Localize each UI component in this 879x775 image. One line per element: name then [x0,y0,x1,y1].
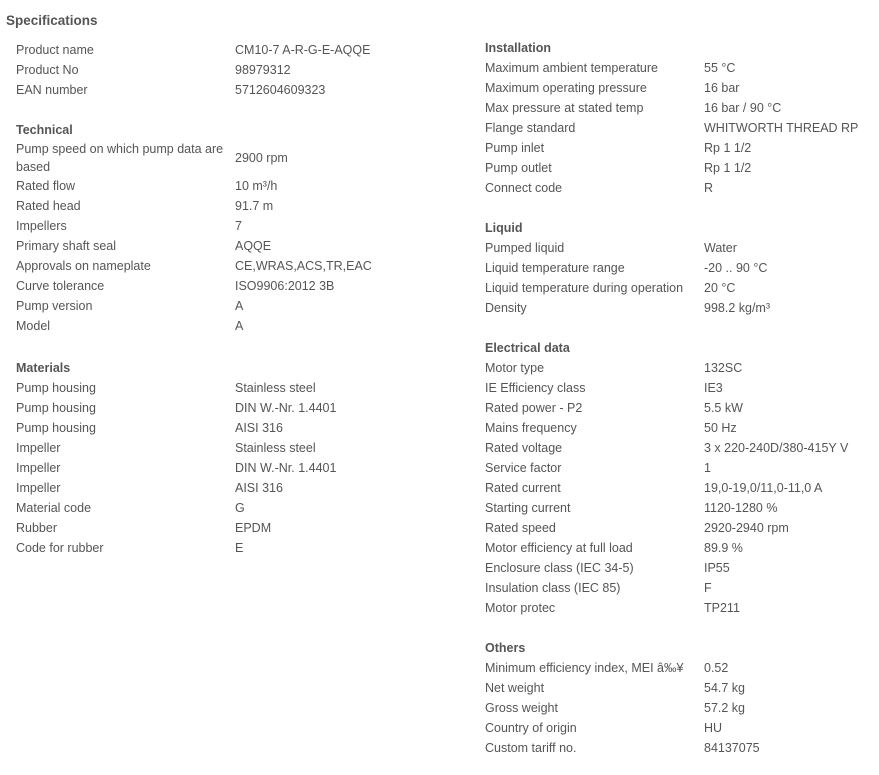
spec-label: Pump version [16,299,93,313]
spec-row [485,658,760,678]
spec-label: Pump housing [16,421,96,435]
spec-label: Approvals on nameplate [16,259,151,273]
spec-label: Impellers [16,219,67,233]
section-heading: Liquid [485,221,523,235]
spec-value: 20 °C [704,281,736,295]
spec-row [485,178,858,198]
spec-value: R [704,181,714,195]
spec-row [485,718,760,738]
spec-label: Service factor [485,461,562,475]
spec-row [16,140,372,176]
spec-label: Flange standard [485,121,576,135]
spec-row [16,458,336,478]
spec-label: Minimum efficiency index, MEI â‰¥ [485,661,684,675]
spec-row [485,598,848,618]
spec-label: Impeller [16,441,61,455]
spec-value: IE3 [704,381,723,395]
spec-label: Code for rubber [16,541,104,555]
spec-value: 84137075 [704,741,760,755]
spec-value: DIN W.-Nr. 1.4401 [235,461,337,475]
spec-label: Pump outlet [485,161,552,175]
spec-value: AISI 316 [235,421,283,435]
spec-row [16,236,372,256]
spec-value: 1 [704,461,711,475]
spec-label: Maximum operating pressure [485,81,647,95]
spec-label: Density [485,301,527,315]
section-general [16,40,370,100]
spec-row [485,558,848,578]
spec-row [485,438,848,458]
spec-label: Motor protec [485,601,556,615]
spec-value: Water [704,241,737,255]
spec-row [485,458,848,478]
spec-row [485,278,770,298]
spec-label: Liquid temperature during operation [485,281,684,295]
spec-row [16,518,336,538]
spec-row [485,518,848,538]
spec-value: 5.5 kW [704,401,743,415]
spec-label: Pumped liquid [485,241,565,255]
spec-row [16,316,372,336]
spec-label: Rated voltage [485,441,563,455]
spec-value: TP211 [704,601,740,615]
spec-row [16,478,336,498]
spec-value: 7 [235,219,242,233]
spec-value: Rp 1 1/2 [704,141,752,155]
section-heading: Installation [485,41,551,55]
spec-label: Maximum ambient temperature [485,61,658,75]
spec-value: 2920-2940 rpm [704,521,789,535]
spec-value: AQQE [235,239,272,253]
spec-row [485,698,760,718]
spec-value: A [235,319,244,333]
spec-value: IP55 [704,561,730,575]
spec-value: E [235,541,244,555]
spec-value: 16 bar / 90 °C [704,101,782,115]
section-materials [16,358,336,558]
spec-value: ISO9906:2012 3B [235,279,335,293]
spec-label: Rated speed [485,521,556,535]
spec-label: Impeller [16,481,61,495]
spec-row [485,398,848,418]
spec-label: Connect code [485,181,563,195]
spec-value: 10 m³/h [235,179,278,193]
spec-label: Pump housing [16,401,96,415]
spec-label: Primary shaft seal [16,239,117,253]
spec-row [485,258,770,278]
spec-row [485,418,848,438]
section-liquid [485,218,770,318]
spec-row [485,138,858,158]
section-heading: Electrical data [485,341,570,355]
spec-label: Rated current [485,481,561,495]
page-title: Specifications [6,13,98,28]
spec-label: Net weight [485,681,545,695]
spec-row [485,738,760,758]
spec-value: HU [704,721,723,735]
spec-value: 5712604609323 [235,83,326,97]
spec-value: 91.7 m [235,199,274,213]
spec-label: Rated head [16,199,81,213]
section-heading: Materials [16,361,71,375]
spec-row [485,78,858,98]
spec-value: CE,WRAS,ACS,TR,EAC [235,259,372,273]
section-technical [16,120,372,336]
spec-label: Pump inlet [485,141,545,155]
spec-value: 54.7 kg [704,681,746,695]
spec-row [485,358,848,378]
spec-label: Max pressure at stated temp [485,101,644,115]
spec-value: G [235,501,245,515]
spec-row [16,60,370,80]
spec-label: Insulation class (IEC 85) [485,581,621,595]
spec-row [16,498,336,518]
spec-row [16,378,336,398]
spec-label: Motor type [485,361,545,375]
spec-value: 16 bar [704,81,740,95]
spec-row [485,118,858,138]
spec-row [16,196,372,216]
spec-row [485,238,770,258]
spec-value: 19,0-19,0/11,0-11,0 A [704,481,823,495]
spec-label: Material code [16,501,92,515]
spec-label: Rubber [16,521,57,535]
section-heading: Others [485,641,526,655]
spec-value: EPDM [235,521,272,535]
spec-row [485,378,848,398]
spec-label: Liquid temperature range [485,261,625,275]
spec-row [16,398,336,418]
spec-label: Rated flow [16,179,76,193]
spec-value: 0.52 [704,661,729,675]
spec-value: DIN W.-Nr. 1.4401 [235,401,337,415]
spec-label: Enclosure class (IEC 34-5) [485,561,634,575]
spec-row [485,498,848,518]
section-heading: Technical [16,123,73,137]
spec-label: Mains frequency [485,421,577,435]
spec-row [16,176,372,196]
spec-row [16,216,372,236]
spec-label: Model [16,319,51,333]
spec-row [485,98,858,118]
spec-value: 998.2 kg/m³ [704,301,771,315]
spec-row [485,298,770,318]
spec-value: 57.2 kg [704,701,746,715]
spec-value: Stainless steel [235,381,316,395]
spec-value: AISI 316 [235,481,283,495]
spec-label: Pump speed on which pump data are based [16,142,224,174]
spec-label: Rated power - P2 [485,401,583,415]
spec-label: Country of origin [485,721,577,735]
spec-row [16,40,370,60]
spec-label: Starting current [485,501,571,515]
spec-row [485,678,760,698]
spec-row [16,296,372,316]
spec-label: Product No [16,63,79,77]
spec-row [485,578,848,598]
section-installation [485,38,858,198]
spec-label: Gross weight [485,701,558,715]
spec-label: Curve tolerance [16,279,105,293]
spec-value: 98979312 [235,63,291,77]
spec-label: Impeller [16,461,61,475]
spec-label: Motor efficiency at full load [485,541,633,555]
spec-value: 50 Hz [704,421,737,435]
section-electrical [485,338,848,618]
spec-row [16,80,370,100]
spec-value: A [235,299,244,313]
spec-row [16,256,372,276]
spec-value: 89.9 % [704,541,743,555]
spec-value: Stainless steel [235,441,316,455]
spec-value: 55 °C [704,61,736,75]
spec-label: Custom tariff no. [485,741,577,755]
spec-value: -20 .. 90 °C [704,261,768,275]
spec-value: 3 x 220-240D/380-415Y V [704,441,849,455]
spec-row [485,538,848,558]
spec-row [485,158,858,178]
spec-row [16,438,336,458]
spec-row [485,478,848,498]
spec-row [485,58,858,78]
spec-row [16,418,336,438]
spec-label: Product name [16,43,94,57]
spec-value: CM10-7 A-R-G-E-AQQE [235,43,371,57]
section-others [485,638,760,758]
spec-label: IE Efficiency class [485,381,586,395]
spec-label: Pump housing [16,381,96,395]
spec-label: EAN number [16,83,88,97]
spec-value: 1120-1280 % [704,501,778,515]
spec-value: F [704,581,712,595]
spec-row [16,538,336,558]
spec-value: 132SC [704,361,743,375]
spec-row [16,276,372,296]
spec-value: 2900 rpm [235,151,288,165]
spec-value: WHITWORTH THREAD RP [704,121,859,135]
spec-value: Rp 1 1/2 [704,161,752,175]
